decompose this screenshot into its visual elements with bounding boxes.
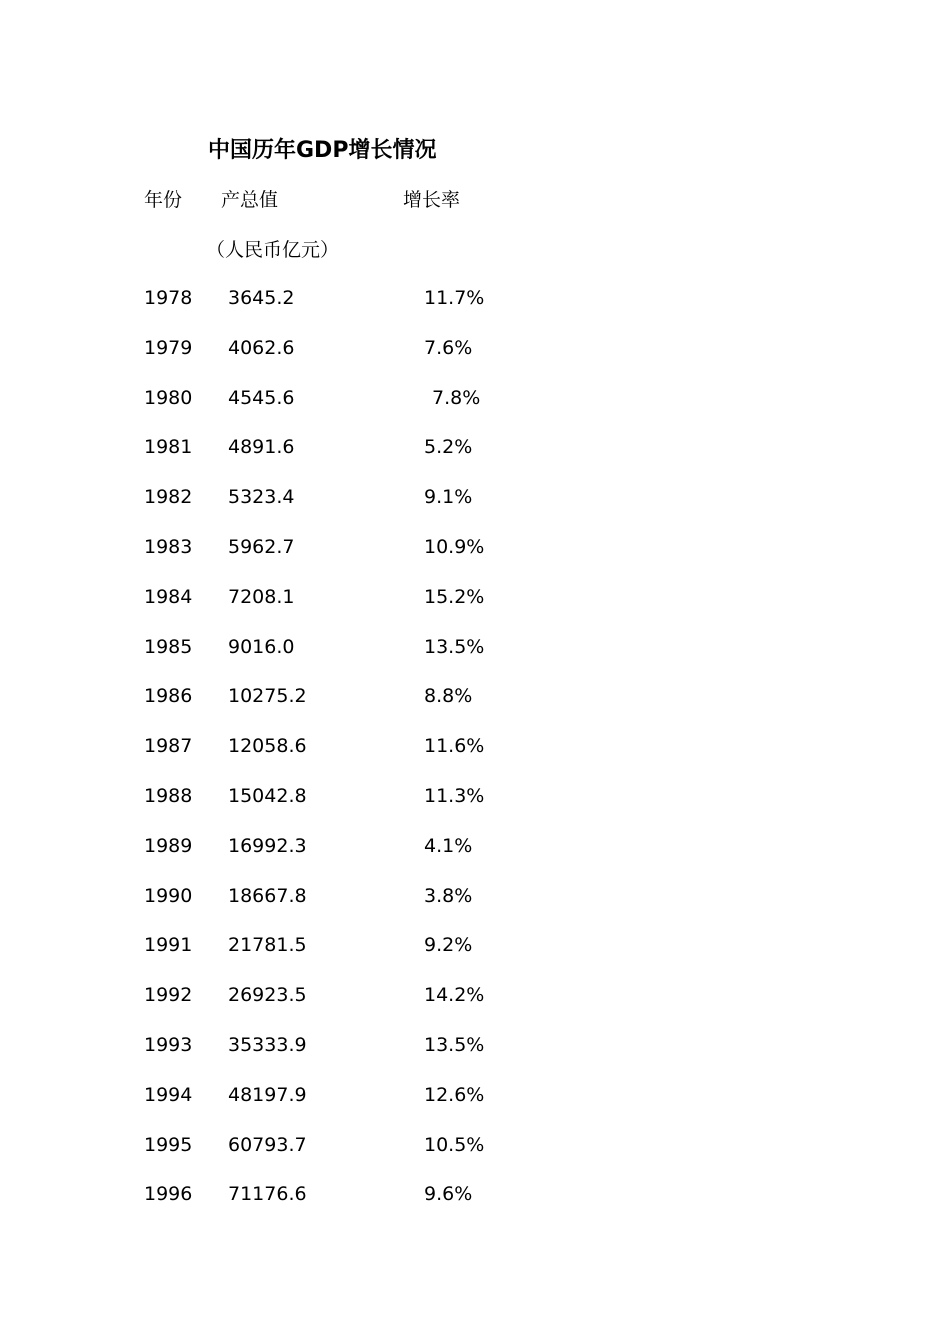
table-row (0, 633, 950, 683)
gdp-cell: 5962.7 (228, 535, 295, 558)
gdp-cell: 21781.5 (228, 934, 307, 957)
gdp-table (0, 284, 950, 1230)
rate-cell: 11.3% (424, 784, 485, 807)
gdp-cell: 60793.7 (228, 1133, 307, 1156)
rate-cell: 7.6% (424, 336, 473, 359)
year-cell: 1983 (144, 535, 193, 558)
year-cell: 1993 (144, 1033, 193, 1056)
rate-cell: 8.8% (424, 685, 473, 708)
rate-cell: 9.1% (424, 486, 473, 509)
table-row (0, 931, 950, 981)
rate-cell: 5.2% (424, 436, 473, 459)
year-cell: 1989 (144, 834, 193, 857)
table-row (0, 882, 950, 932)
year-cell: 1995 (144, 1133, 193, 1156)
table-row (0, 483, 950, 533)
gdp-cell: 10275.2 (228, 685, 307, 708)
year-cell: 1984 (144, 585, 193, 608)
rate-cell: 11.6% (424, 735, 485, 758)
year-cell: 1992 (144, 984, 193, 1007)
table-row (0, 433, 950, 483)
gdp-cell: 9016.0 (228, 635, 295, 658)
rate-cell: 10.5% (424, 1133, 485, 1156)
gdp-cell: 4545.6 (228, 386, 295, 409)
rate-cell: 3.8% (424, 884, 473, 907)
table-row (0, 533, 950, 583)
table-row (0, 1031, 950, 1081)
rate-cell: 13.5% (424, 1033, 485, 1056)
year-cell: 1990 (144, 884, 193, 907)
gdp-cell: 5323.4 (228, 486, 295, 509)
gdp-cell: 3645.2 (228, 287, 295, 309)
gdp-cell: 18667.8 (228, 884, 307, 907)
gdp-cell: 4891.6 (228, 436, 295, 459)
table-row (0, 583, 950, 633)
table-row (0, 682, 950, 732)
table-row (0, 284, 950, 334)
year-cell: 1979 (144, 336, 193, 359)
column-header-gdp: 产总值 (221, 189, 279, 211)
table-row (0, 1131, 950, 1181)
year-cell: 1985 (144, 635, 193, 658)
table-row (0, 1180, 950, 1230)
year-cell: 1978 (144, 287, 193, 309)
table-row (0, 782, 950, 832)
rate-cell: 9.2% (424, 934, 473, 957)
gdp-cell: 4062.6 (228, 336, 295, 359)
gdp-cell: 7208.1 (228, 585, 295, 608)
table-row (0, 732, 950, 782)
rate-cell: 15.2% (424, 585, 485, 608)
gdp-cell: 26923.5 (228, 984, 307, 1007)
gdp-cell: 15042.8 (228, 784, 307, 807)
year-cell: 1986 (144, 685, 193, 708)
year-cell: 1980 (144, 386, 193, 409)
year-cell: 1981 (144, 436, 193, 459)
rate-cell: 9.6% (424, 1183, 473, 1206)
rate-cell: 12.6% (424, 1083, 485, 1106)
rate-cell: 11.7% (424, 287, 485, 309)
gdp-cell: 16992.3 (228, 834, 307, 857)
table-row (0, 1081, 950, 1131)
gdp-cell: 35333.9 (228, 1033, 307, 1056)
year-cell: 1996 (144, 1183, 193, 1206)
year-cell: 1994 (144, 1083, 193, 1106)
year-cell: 1982 (144, 486, 193, 509)
table-row (0, 384, 950, 434)
page-title: 中国历年GDP增长情况 (208, 138, 437, 163)
year-cell: 1988 (144, 784, 193, 807)
gdp-cell: 12058.6 (228, 735, 307, 758)
gdp-cell: 71176.6 (228, 1183, 307, 1206)
rate-cell: 13.5% (424, 635, 485, 658)
column-header-growth-rate: 增长率 (403, 189, 461, 211)
gdp-cell: 48197.9 (228, 1083, 307, 1106)
column-header-year: 年份 (144, 189, 183, 211)
rate-cell: 4.1% (424, 834, 473, 857)
year-cell: 1991 (144, 934, 193, 957)
rate-cell: 14.2% (424, 984, 485, 1007)
table-row (0, 832, 950, 882)
year-cell: 1987 (144, 735, 193, 758)
rate-cell: 10.9% (424, 535, 485, 558)
table-row (0, 981, 950, 1031)
table-row (0, 334, 950, 384)
column-header-unit: （人民币亿元） (206, 239, 340, 261)
rate-cell: 7.8% (432, 386, 481, 409)
